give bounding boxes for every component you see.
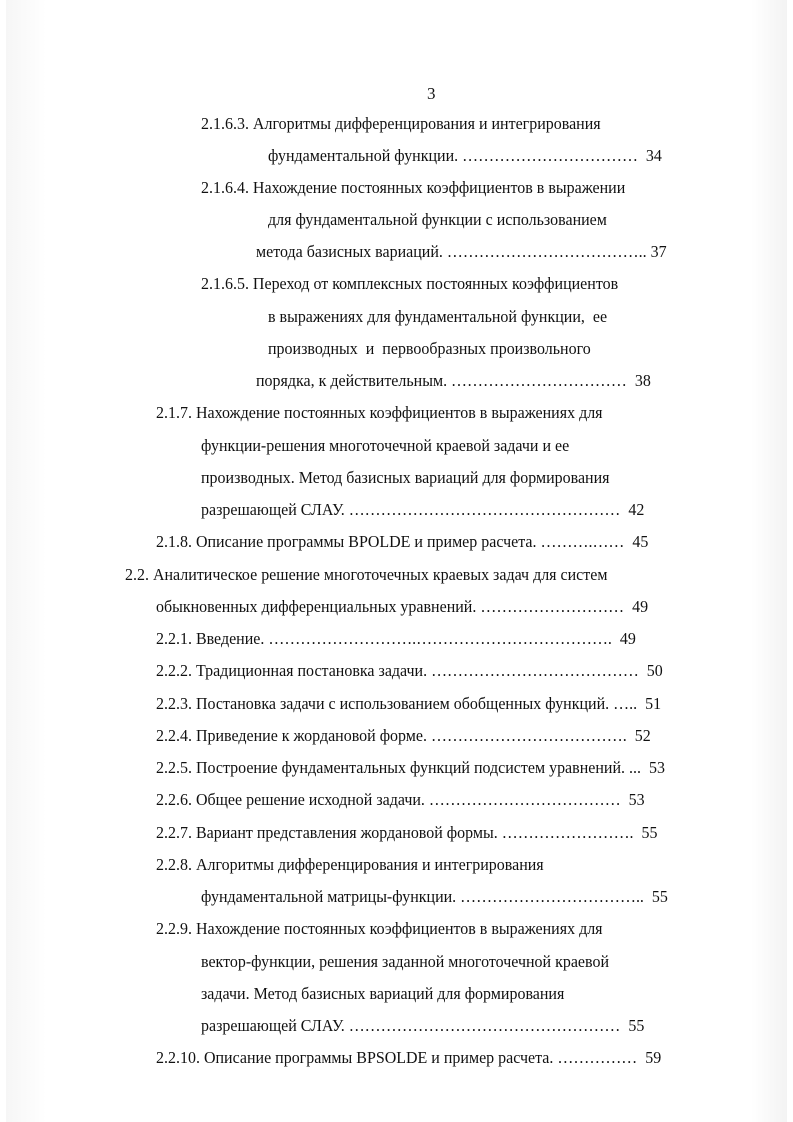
toc-entry-2-1-7-line-2: функции-решения многоточечной краевой задачи и ее [201,436,570,455]
toc-entry-2-2-5: 2.2.5. Построение фундаментальных функций подсистем уравнений. ... 53 [156,758,665,777]
toc-entry-2-2-8-line-2: фундаментальной матрицы-функции. …………………………….. 55 [201,887,668,906]
toc-entry-2-1-6-5-line-2: в выражениях для фундаментальной функции, ее [268,307,608,326]
toc-entry-2-1-6-5-line-1: 2.1.6.5. Переход от комплексных постоянных коэффициентов [201,274,619,293]
toc-entry-2-1-6-4-line-2: для фундаментальной функции с использованием [268,210,607,229]
toc-entry-2-2-9-line-3: задачи. Метод базисных вариаций для формирования [201,984,565,1003]
toc-entry-2-1-7-line-1: 2.1.7. Нахождение постоянных коэффициентов в выражениях для [156,403,603,422]
toc-entry-2-2-9-line-2: вектор-функции, решения заданной многоточечной краевой [201,952,609,971]
toc-entry-2-2-9-line-1: 2.2.9. Нахождение постоянных коэффициентов в выражениях для [156,919,603,938]
toc-entry-2-1-6-4-line-3: метода базисных вариаций. ……………………………….. 37 [256,242,667,261]
toc-entry-2-1-7-line-4: разрешающей СЛАУ. …………………………………………… 42 [201,500,645,519]
toc-entry-2-2-10: 2.2.10. Описание программы BPSOLDE и пример расчета. …………… 59 [156,1048,662,1067]
toc-entry-2-1-8: 2.1.8. Описание программы BPOLDE и пример расчета. ……….…… 45 [156,532,649,551]
toc-entry-2-2-2: 2.2.2. Традиционная постановка задачи. ………………………………… 50 [156,661,663,680]
toc-entry-2-1-6-3-line-1: 2.1.6.3. Алгоритмы дифференцирования и интегрирования [201,114,601,133]
toc-entry-2-1-6-4-line-1: 2.1.6.4. Нахождение постоянных коэффициентов в выражении [201,178,626,197]
toc-entry-2-2-7: 2.2.7. Вариант представления жордановой формы. ……………………. 55 [156,823,658,842]
toc-entry-2-2-9-line-4: разрешающей СЛАУ. …………………………………………… 55 [201,1016,645,1035]
page-number: 3 [427,84,436,103]
toc-entry-2-1-6-3-line-2: фундаментальной функции. …………………………… 34 [268,146,662,165]
toc-entry-2-1-7-line-3: производных. Метод базисных вариаций для формирования [201,468,610,487]
toc-entry-2-2-line-1: 2.2. Аналитическое решение многоточечных краевых задач для систем [125,565,608,584]
toc-entry-2-2-1: 2.2.1. Введение. ……………………….………………………………. 49 [156,629,636,648]
toc-entry-2-2-6: 2.2.6. Общее решение исходной задачи. ……………………………… 53 [156,790,645,809]
toc-entry-2-1-6-5-line-4: порядка, к действительным. …………………………… 38 [256,371,651,390]
toc-entry-2-1-6-5-line-3: производных и первообразных произвольного [268,339,591,358]
toc-entry-2-2-3: 2.2.3. Постановка задачи с использованием обобщенных функций. ….. 51 [156,694,662,713]
toc-entry-2-2-4: 2.2.4. Приведение к жордановой форме. ………………………………. 52 [156,726,651,745]
toc-entry-2-2-line-2: обыкновенных дифференциальных уравнений. ……………………… 49 [156,597,649,616]
document-page [6,0,787,1122]
toc-entry-2-2-8-line-1: 2.2.8. Алгоритмы дифференцирования и интегрирования [156,855,544,874]
